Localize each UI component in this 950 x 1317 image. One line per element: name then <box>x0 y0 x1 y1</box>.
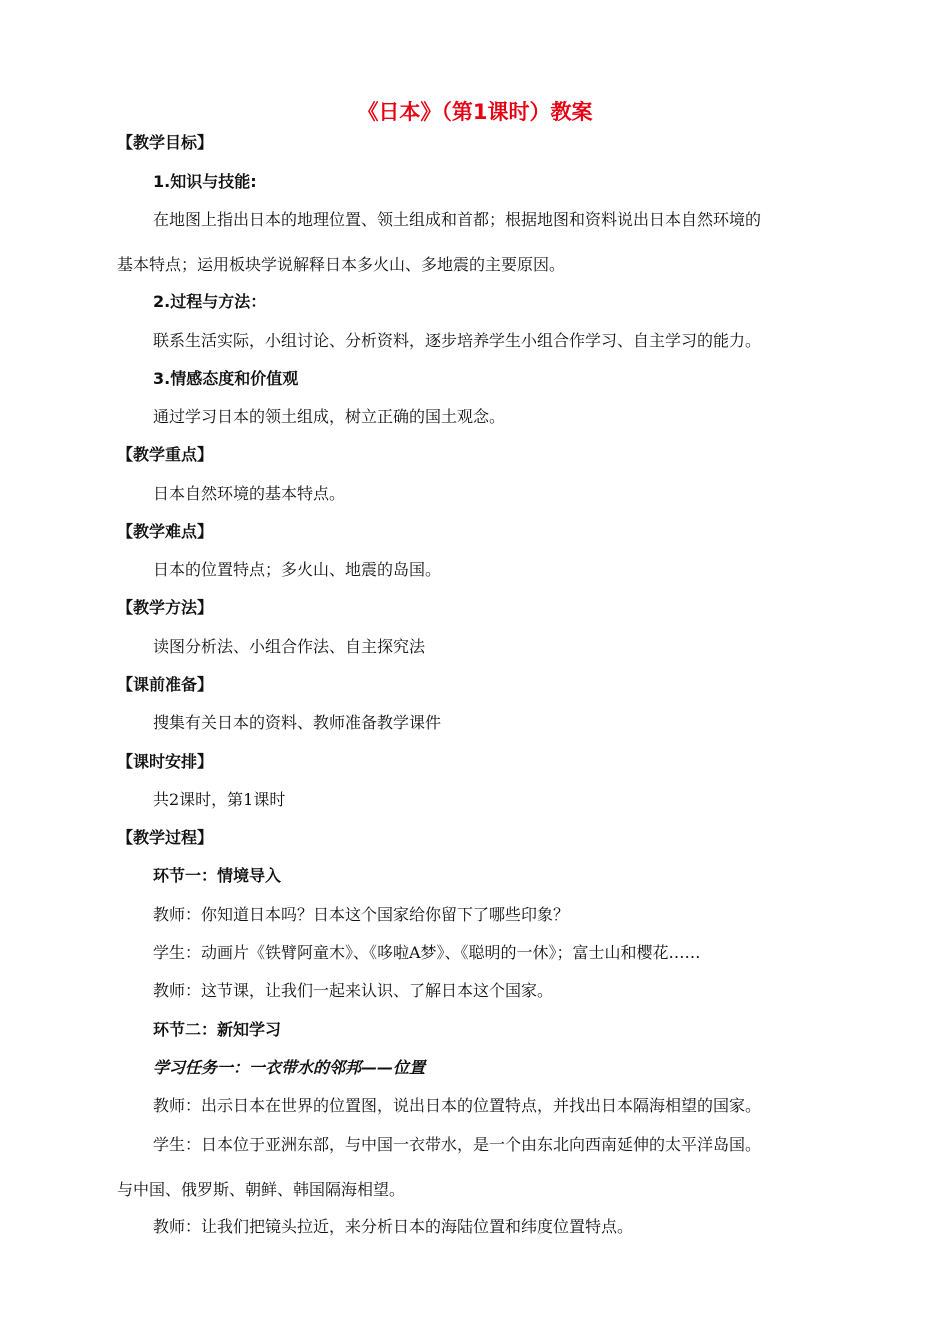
heading-preparation: 【课前准备】 <box>117 675 214 694</box>
heading-process: 【教学过程】 <box>117 828 214 847</box>
paragraph-line: 学生：动画片《铁臂阿童木》、《哆啦A梦》、《聪明的一休》；富士山和樱花…… <box>153 943 701 962</box>
heading-teaching-goals: 【教学目标】 <box>117 133 214 152</box>
heading-difficulties: 【教学难点】 <box>117 522 214 541</box>
paragraph-line: 教师：你知道日本吗？日本这个国家给你留下了哪些印象？ <box>153 905 570 924</box>
paragraph-line: 教师：出示日本在世界的位置图，说出日本的位置特点，并找出日本隔海相望的国家。 <box>153 1096 762 1115</box>
learning-task-one: 学习任务一：一衣带水的邻邦——位置 <box>153 1058 426 1077</box>
subheading-attitude: 3.情感态度和价值观 <box>153 369 299 388</box>
paragraph-line: 搜集有关日本的资料、教师准备教学课件 <box>153 713 442 732</box>
paragraph-line: 教师：这节课，让我们一起来认识、了解日本这个国家。 <box>153 981 554 1000</box>
heading-methods: 【教学方法】 <box>117 598 214 617</box>
paragraph-line: 在地图上指出日本的地理位置、领土组成和首都；根据地图和资料说出日本自然环境的 <box>153 210 762 229</box>
paragraph-line: 共2课时，第1课时 <box>153 790 286 809</box>
paragraph-line: 学生：日本位于亚洲东部，与中国一衣带水，是一个由东北向西南延伸的太平洋岛国。 <box>153 1135 762 1154</box>
document-title: 《日本》（第1课时）教案 <box>357 100 593 124</box>
subheading-knowledge: 1.知识与技能: <box>153 172 257 191</box>
paragraph-line: 日本自然环境的基本特点。 <box>153 484 346 503</box>
paragraph-line: 与中国、俄罗斯、朝鲜、韩国隔海相望。 <box>117 1180 406 1199</box>
paragraph-line: 通过学习日本的领土组成，树立正确的国土观念。 <box>153 407 506 426</box>
paragraph-line: 联系生活实际，小组讨论、分析资料，逐步培养学生小组合作学习、自主学习的能力。 <box>153 331 762 350</box>
paragraph-line: 日本的位置特点；多火山、地震的岛国。 <box>153 560 442 579</box>
subheading-section-two: 环节二：新知学习 <box>153 1020 282 1039</box>
paragraph-line: 教师：让我们把镜头拉近，来分析日本的海陆位置和纬度位置特点。 <box>153 1217 634 1236</box>
subheading-section-one: 环节一：情境导入 <box>153 866 282 885</box>
heading-key-points: 【教学重点】 <box>117 445 214 464</box>
paragraph-line: 基本特点；运用板块学说解释日本多火山、多地震的主要原因。 <box>117 255 566 274</box>
subheading-process: 2.过程与方法： <box>153 292 267 311</box>
paragraph-line: 读图分析法、小组合作法、自主探究法 <box>153 637 426 656</box>
heading-schedule: 【课时安排】 <box>117 752 214 771</box>
